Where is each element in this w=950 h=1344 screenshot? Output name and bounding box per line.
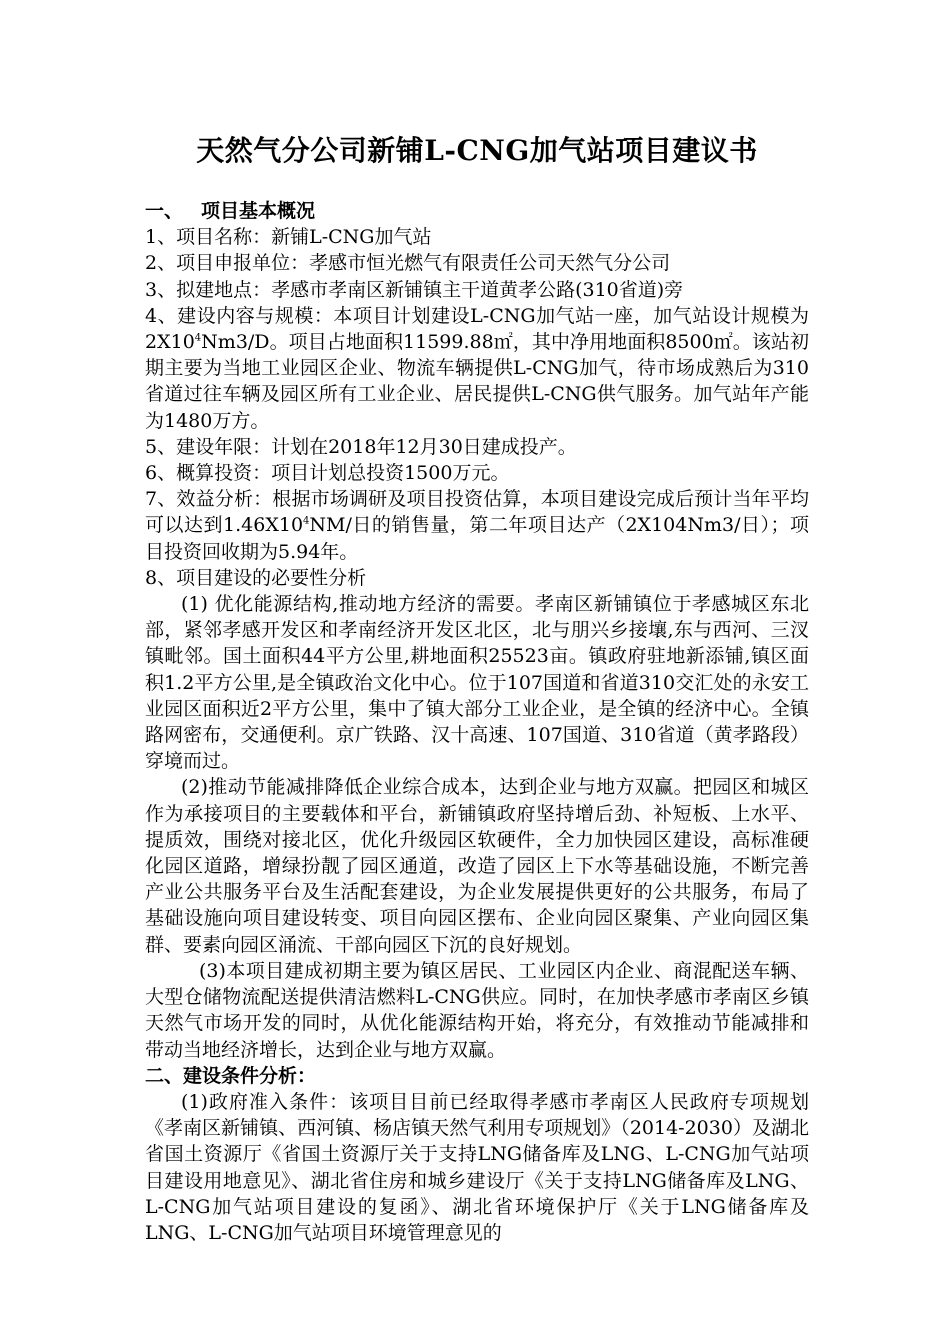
item-1: 1、项目名称：新铺L-CNG加气站 xyxy=(145,226,432,249)
necessity-paragraph-1: (1) 优化能源结构,推动地方经济的需要。孝南区新铺镇位于孝感城区东北部，紧邻孝感开发区和孝南经济开发区北区，北与朋兴乡接壤,东与西河、三汊镇毗邻。国土面积44平方公里,耕地面积25523亩。镇政府驻地新添铺,镇区面积1.2平方公里,是全镇政治文化中心。位于107国道和省道310交汇处的永安工业园区面积近2平方公里，集中了镇大部分工业企业，是全镇的经济中心。全镇路网密布，交通便利。京广铁路、汉十高速、107国道、310省道（黄孝路段）穿境而过。 xyxy=(145,593,809,773)
item-4 xyxy=(145,303,809,434)
item-2: 2、项目申报单位：孝感市恒光燃气有限责任公司天然气分公司 xyxy=(145,252,671,275)
necessity-paragraph-2: (2)推动节能减排降低企业综合成本，达到企业与地方双赢。把园区和城区作为承接项目的主要载体和平台，新铺镇政府坚持增后劲、补短板、上水平、提质效，围绕对接北区，优化升级园区软硬件，全力加快园区建设，高标准硬化园区道路，增绿扮靓了园区通道，改造了园区上下水等基础设施，不断完善产业公共服务平台及生活配套建设，为企业发展提供更好的公共服务，布局了基础设施向项目建设转变、项目向园区摆布、企业向园区聚集、产业向园区集群、要素向园区涌流、干部向园区下沉的良好规划。 xyxy=(145,776,809,956)
item-7-superscript: 4 xyxy=(303,516,310,528)
item-5: 5、建设年限：计划在2018年12月30日建成投产。 xyxy=(145,435,577,458)
section-heading-2: 二、建设条件分析： xyxy=(145,1064,317,1087)
document-page xyxy=(145,134,809,1246)
item-4-text-b: Nm3/D。项目占地面积11599.88㎡，其中净用地面积8500㎡。该站初期主要为当地工业园区企业、物流车辆提供L-CNG加气，待市场成熟后为310省道过往车辆及园区所有工业企业、居民提供L-CNG供气服务。加气站年产能为1480万方。 xyxy=(145,331,809,432)
item-7 xyxy=(145,486,809,565)
item-6: 6、概算投资：项目计划总投资1500万元。 xyxy=(145,462,510,485)
section-number: 一、 xyxy=(145,200,184,222)
section-title: 项目基本概况 xyxy=(201,200,316,222)
item-4-text-a: 4、建设内容与规模：本项目计划建设L-CNG加气站一座，加气站设计规模为2X10 xyxy=(145,304,809,354)
document-title: 天然气分公司新铺L-CNG加气站项目建议书 xyxy=(196,134,758,167)
item-4-superscript: 4 xyxy=(194,332,202,344)
section-heading-1 xyxy=(145,198,809,224)
necessity-paragraph-3: (3)本项目建成初期主要为镇区居民、工业园区内企业、商混配送车辆、大型仓储物流配送提供清洁燃料L-CNG供应。同时，在加快孝感市孝南区乡镇天然气市场开发的同时，从优化能源结构开始，将充分，有效推动节能减排和带动当地经济增长，达到企业与地方双赢。 xyxy=(145,959,809,1061)
item-7-text-b: NM/日的销售量，第二年项目达产（2X104Nm3/日）；项目投资回收期为5.94年。 xyxy=(145,514,809,563)
condition-paragraph-1: (1)政府准入条件：该项目目前已经取得孝感市孝南区人民政府专项规划《孝南区新铺镇、西河镇、杨店镇天然气利用专项规划》（2014-2030）及湖北省国土资源厅《省国土资源厅关于支持LNG储备库及LNG、L-CNG加气站项目建设用地意见》、湖北省住房和城乡建设厅《关于支持LNG储备库及LNG、L-CNG加气站项目建设的复函》、湖北省环境保护厅《关于LNG储备库及LNG、L-CNG加气站项目环境管理意见的 xyxy=(145,1090,809,1244)
item-3: 3、拟建地点：孝感市孝南区新铺镇主干道黄孝公路(310省道)旁 xyxy=(145,278,684,301)
item-7-text-a: 7、效益分析：根据市场调研及项目投资估算，本项目建设完成后预计当年平均可以达到1.46X10 xyxy=(145,488,809,537)
item-8: 8、项目建设的必要性分析 xyxy=(145,566,367,589)
